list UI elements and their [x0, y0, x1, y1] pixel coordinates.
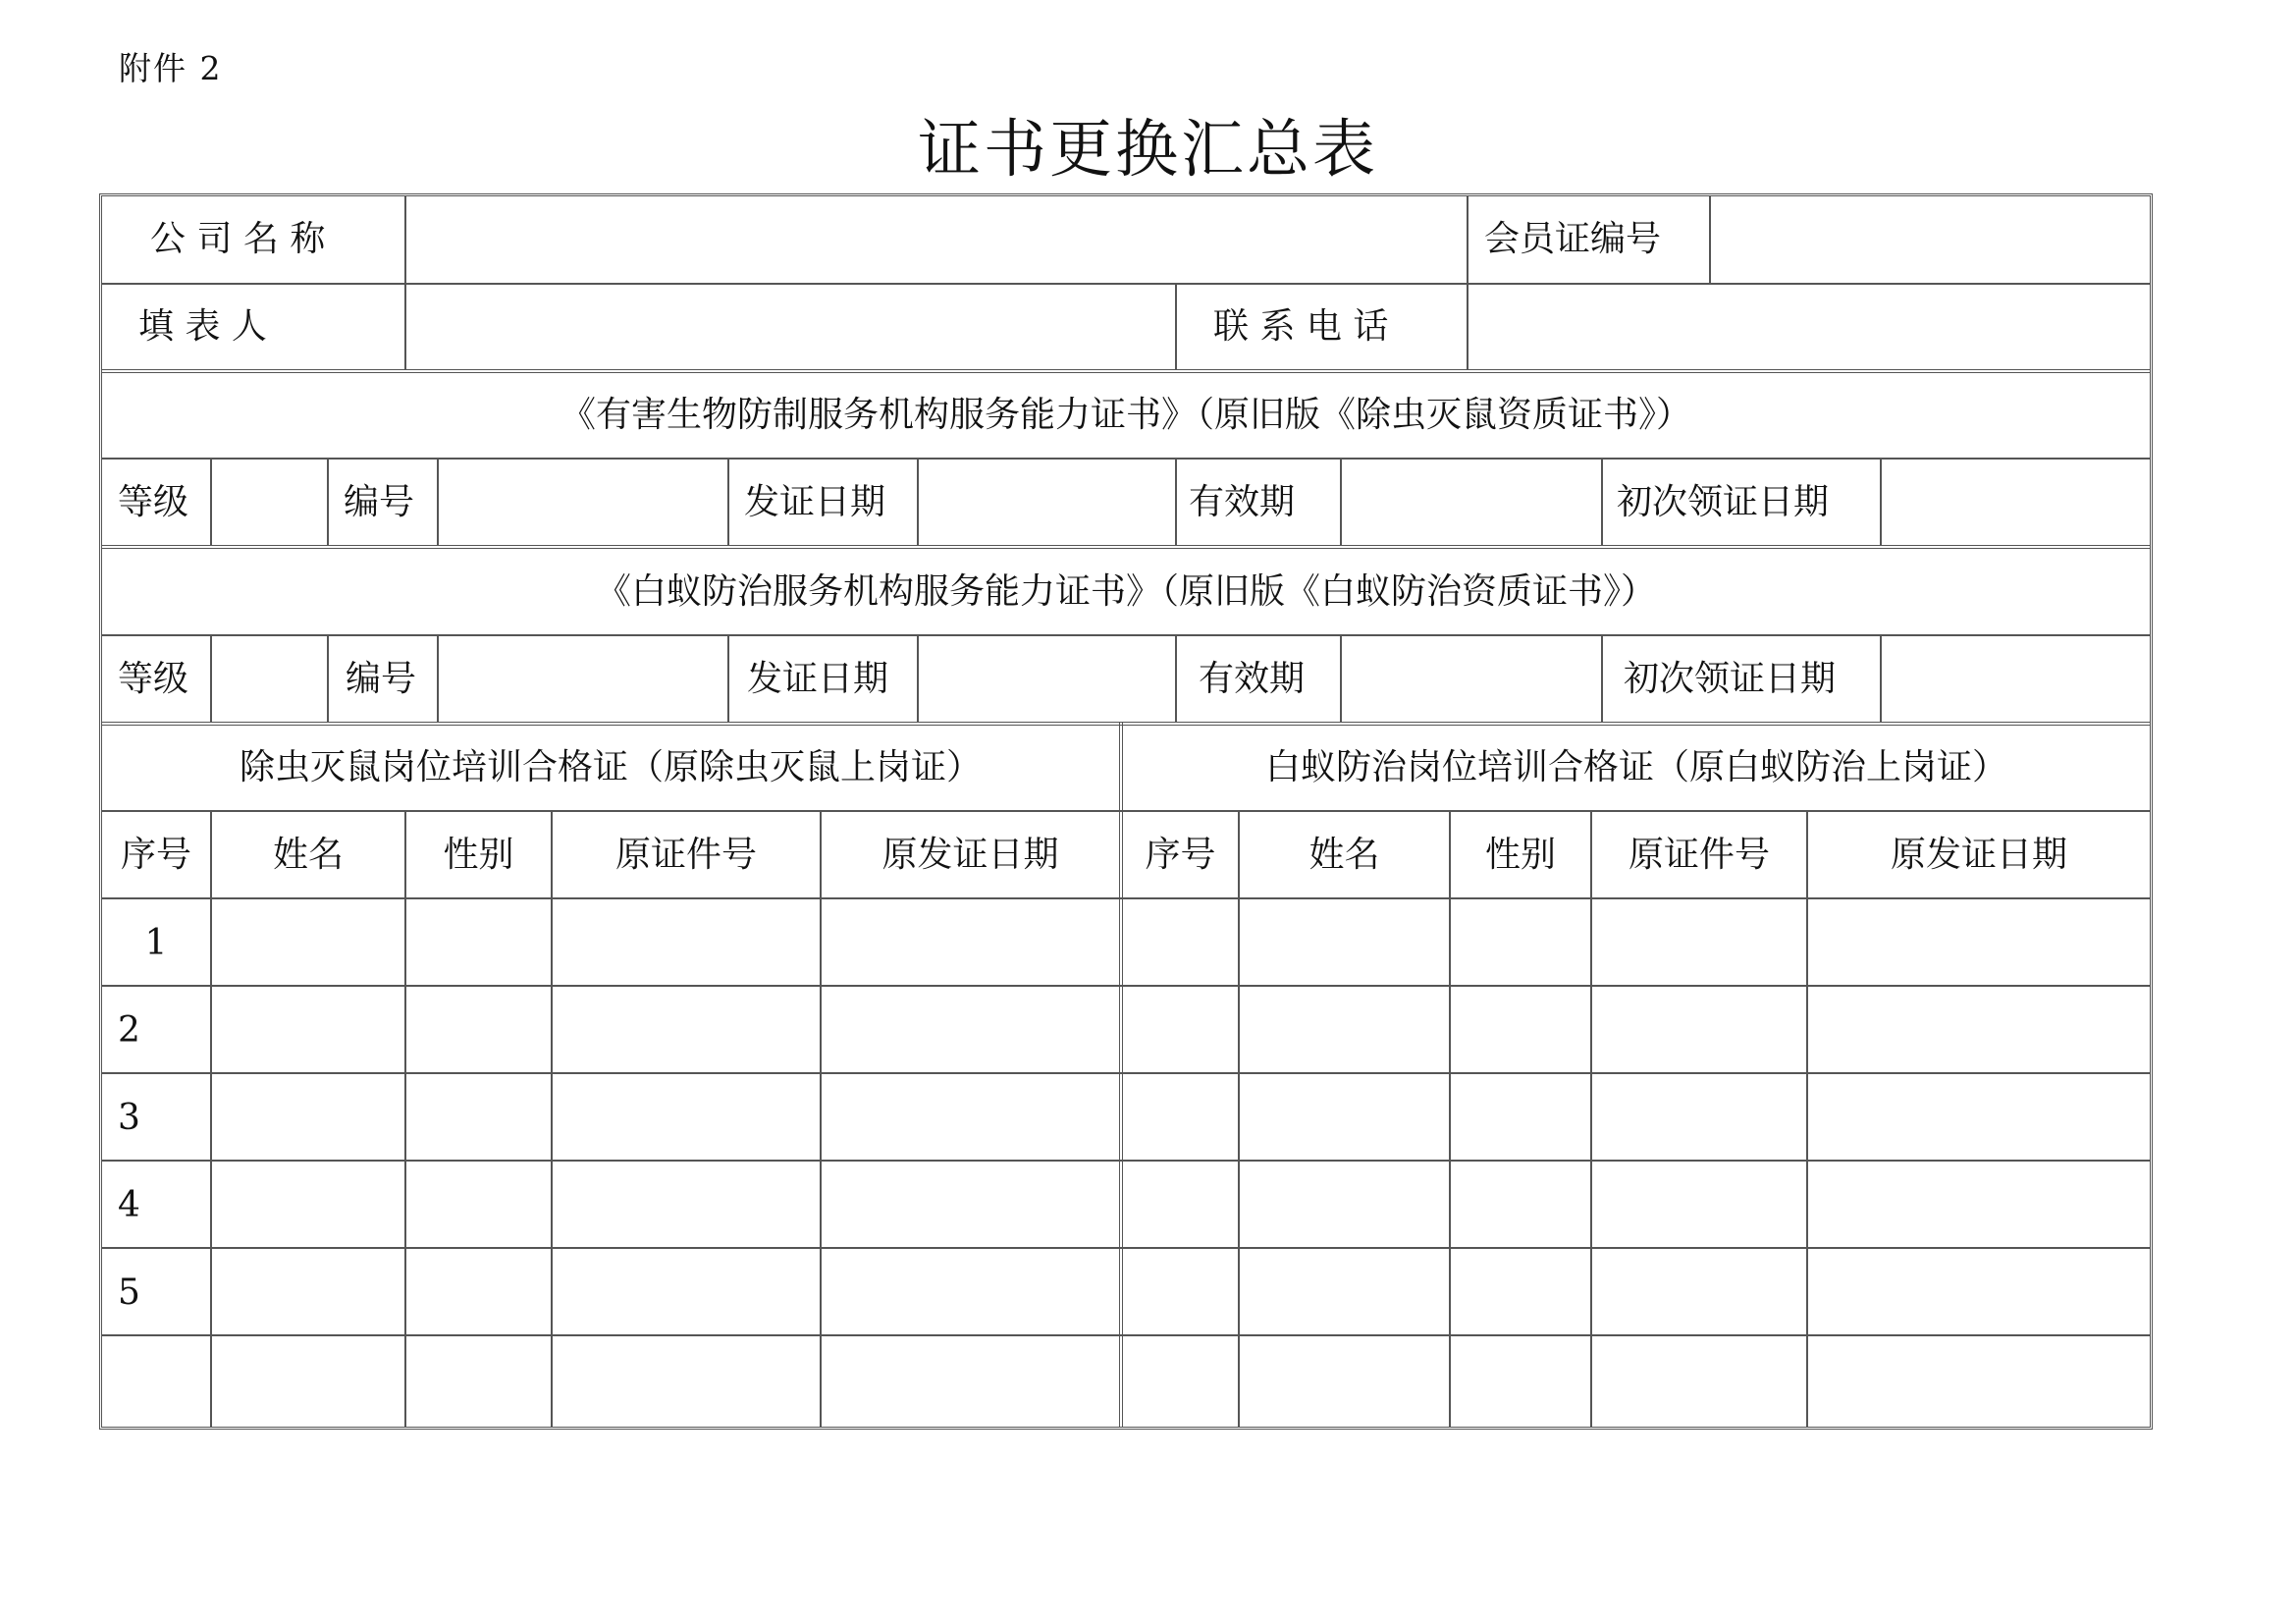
pest-validity-label: 有效期	[1189, 482, 1296, 522]
col-divider	[820, 810, 822, 1427]
col-divider	[917, 634, 919, 722]
section-divider	[1119, 722, 1123, 1427]
row-number: 4	[118, 1185, 140, 1225]
termite-issue-date-label: 发证日期	[747, 659, 889, 699]
col-divider	[1709, 196, 1711, 283]
col-header-gender: 性别	[1484, 835, 1556, 875]
col-divider	[1175, 634, 1177, 722]
col-header-cert-no: 原证件号	[1628, 835, 1770, 875]
phone-label: 联 系 电 话	[1213, 306, 1389, 347]
row-divider	[102, 634, 2150, 636]
col-header-seq: 序号	[120, 835, 191, 875]
col-divider	[727, 458, 729, 545]
row-number: 5	[118, 1272, 140, 1313]
termite-cert-heading: 《白蚁防治服务机构服务能力证书》（原旧版《白蚁防治资质证书》）	[595, 571, 1656, 612]
col-divider	[1175, 283, 1177, 369]
row-divider	[102, 810, 2150, 812]
termite-validity-label: 有效期	[1199, 659, 1306, 699]
col-divider	[210, 458, 212, 545]
col-divider	[404, 196, 406, 369]
col-divider	[1340, 634, 1342, 722]
col-header-seq: 序号	[1145, 835, 1216, 875]
row-divider	[102, 722, 2150, 726]
row-divider	[102, 1247, 2150, 1249]
termite-training-heading: 白蚁防治岗位培训合格证（原白蚁防治上岗证）	[1264, 747, 2007, 787]
col-divider	[1238, 810, 1240, 1427]
col-divider	[1340, 458, 1342, 545]
termite-first-issue-label: 初次领证日期	[1624, 659, 1837, 699]
page-title: 证书更换汇总表	[918, 114, 1378, 187]
member-no-label: 会员证编号	[1484, 219, 1662, 259]
col-divider	[1880, 458, 1882, 545]
col-header-gender: 性别	[443, 835, 514, 875]
row-number: 3	[118, 1098, 140, 1138]
filler-label: 填 表 人	[138, 306, 267, 347]
row-divider	[102, 897, 2150, 899]
pest-issue-date-label: 发证日期	[744, 482, 886, 522]
pest-cert-heading: 《有害生物防制服务机构服务能力证书》（原旧版《除虫灭鼠资质证书》）	[560, 395, 1691, 435]
col-divider	[1467, 283, 1468, 369]
col-divider	[1590, 810, 1592, 1427]
termite-number-label: 编号	[346, 659, 417, 699]
termite-grade-label: 等级	[118, 659, 189, 699]
row-divider	[102, 458, 2150, 460]
row-divider	[102, 283, 2150, 285]
col-divider	[404, 810, 406, 1427]
row-divider	[102, 1334, 2150, 1336]
col-header-name: 姓名	[1308, 835, 1380, 875]
pest-number-label: 编号	[344, 482, 415, 522]
row-divider	[102, 369, 2150, 373]
col-divider	[917, 458, 919, 545]
col-divider	[551, 810, 553, 1427]
col-divider	[1806, 810, 1808, 1427]
col-divider	[1601, 458, 1603, 545]
row-number: 1	[144, 923, 168, 963]
row-divider	[102, 545, 2150, 549]
row-divider	[102, 985, 2150, 987]
col-divider	[1467, 196, 1468, 283]
col-divider	[210, 634, 212, 722]
company-name-label: 公 司 名 称	[150, 219, 326, 259]
col-divider	[327, 458, 329, 545]
row-divider	[102, 1072, 2150, 1074]
col-divider	[437, 634, 439, 722]
row-divider	[102, 1160, 2150, 1162]
attachment-label: 附件 2	[119, 49, 223, 87]
pest-first-issue-label: 初次领证日期	[1617, 482, 1830, 522]
col-divider	[1175, 458, 1177, 545]
summary-form	[99, 193, 2153, 1430]
col-header-issue-date: 原发证日期	[881, 835, 1059, 875]
col-divider	[437, 458, 439, 545]
col-divider	[210, 810, 212, 1427]
col-divider	[1601, 634, 1603, 722]
col-header-cert-no: 原证件号	[614, 835, 757, 875]
col-divider	[327, 634, 329, 722]
pest-training-heading: 除虫灭鼠岗位培训合格证（原除虫灭鼠上岗证）	[239, 747, 982, 787]
col-header-issue-date: 原发证日期	[1890, 835, 2067, 875]
row-number: 2	[118, 1010, 140, 1051]
col-divider	[727, 634, 729, 722]
col-header-name: 姓名	[272, 835, 344, 875]
col-divider	[1449, 810, 1451, 1427]
pest-grade-label: 等级	[118, 482, 189, 522]
col-divider	[1880, 634, 1882, 722]
